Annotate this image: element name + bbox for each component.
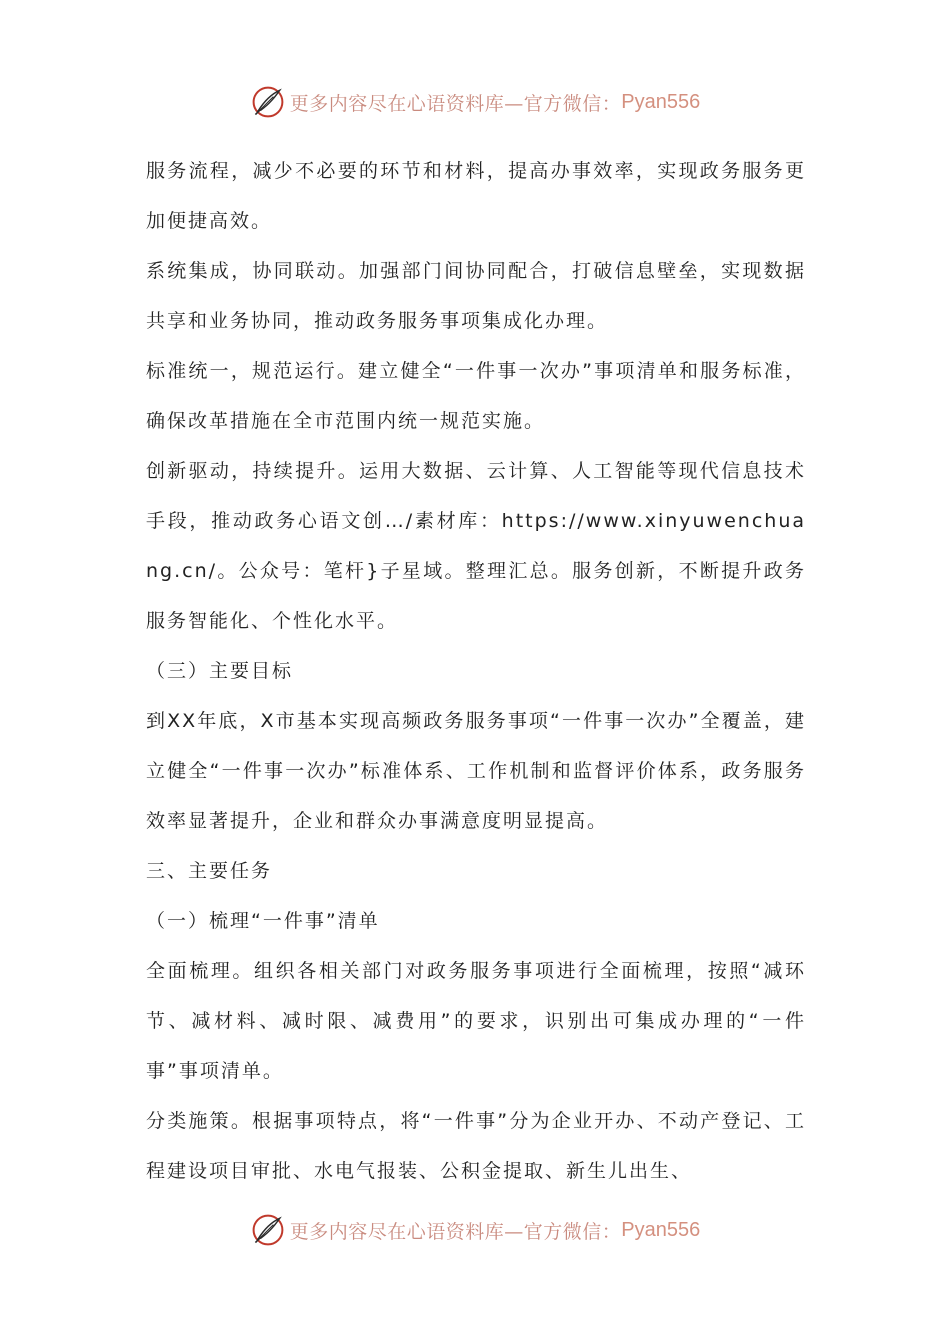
section-heading: （一）梳理“一件事”清单 [146,910,380,932]
section-heading: （三）主要目标 [146,660,294,682]
document-body [146,146,806,1196]
paragraph: 服务流程，减少不必要的环节和材料，提高办事效率，实现政务服务更加便捷高效。 [146,160,806,232]
paragraph: 标准统一，规范运行。建立健全“一件事一次办”事项清单和服务标准，确保改革措施在全市范围内统一规范实施。 [146,360,806,432]
header-watermark [0,82,950,122]
paragraph: 系统集成，协同联动。加强部门间协同配合，打破信息壁垒，实现数据共享和业务协同，推动政务服务事项集成化办理。 [146,260,806,332]
paragraph: 全面梳理。组织各相关部门对政务服务事项进行全面梳理，按照“减环节、减材料、减时限、减费用”的要求，识别出可集成办理的“一件事”事项清单。 [146,960,806,1082]
paragraph: 分类施策。根据事项特点，将“一件事”分为企业开办、不动产登记、工程建设项目审批、水电气报装、公积金提取、新生儿出生、 [146,1110,806,1182]
feather-pen-logo-icon [250,1212,286,1248]
footer-watermark [0,1210,950,1250]
feather-pen-logo-icon [250,84,286,120]
watermark-text: 更多内容尽在心语资料库—官方微信： [289,92,622,115]
watermark-text: 更多内容尽在心语资料库—官方微信： [289,1220,622,1243]
paragraph: 到XX年底，X市基本实现高频政务服务事项“一件事一次办”全覆盖，建立健全“一件事一次办”标准体系、工作机制和监督评价体系，政务服务效率显著提升，企业和群众办事满意度明显提高。 [146,710,806,832]
watermark-wechat-id: Pyan556 [621,1218,701,1241]
watermark-wechat-id: Pyan556 [621,90,701,113]
section-heading: 三、主要任务 [146,860,273,882]
paragraph: 创新驱动，持续提升。运用大数据、云计算、人工智能等现代信息技术手段，推动政务心语文创…/素材库：https://www.xinyuwenchuang.cn/。公众号：笔杆}子星域。整理汇总。服务创新，不断提升政务服务智能化、个性化水平。 [146,460,806,632]
